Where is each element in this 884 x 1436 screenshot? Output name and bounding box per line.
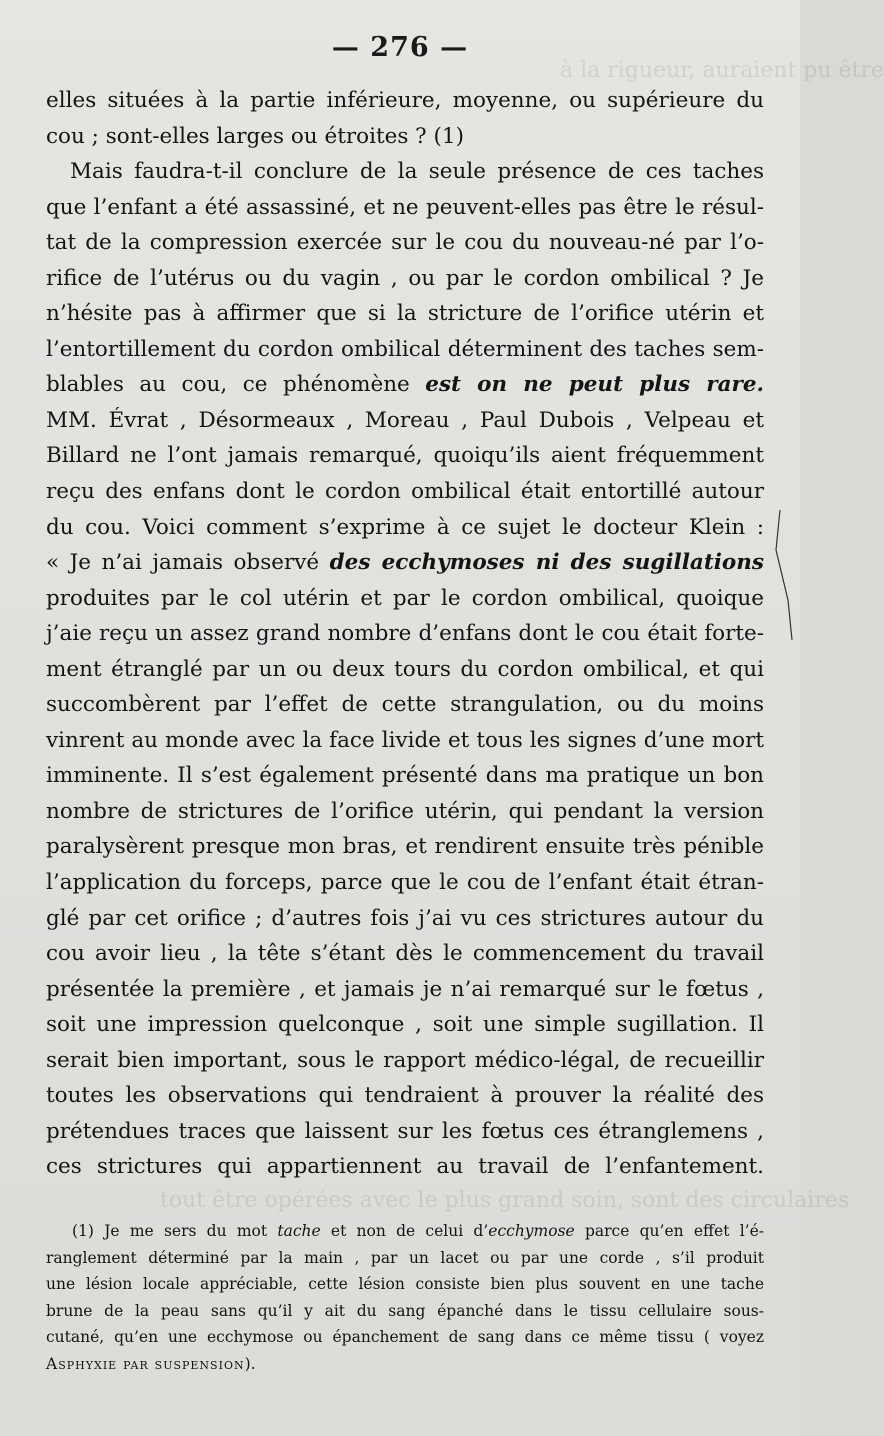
italic-text: ecchymose [488, 1222, 575, 1240]
text-run: l’application du forceps, parce que le cou de l’enfant était étran- [46, 870, 764, 896]
text-run: vinrent au monde avec la face livide et tous les signes d’une mort [46, 727, 764, 753]
text-run: et non de celui d’ [320, 1222, 489, 1240]
footnote-line [46, 1298, 764, 1325]
text-run: imminente. Il s’est également présenté dans ma pratique un bon [46, 763, 764, 789]
text-line [46, 261, 764, 297]
text-run: toutes les observations qui tendraient à prouver la réalité des [46, 1083, 764, 1109]
text-run: produites par le col utérin et par le cordon ombilical, quoique [46, 585, 764, 611]
text-run: Mais faudra-t-il conclure de la seule présence de ces taches [70, 159, 764, 185]
text-line [46, 652, 764, 688]
text-run: j’aie reçu un assez grand nombre d’enfans dont le cou était forte- [46, 621, 764, 647]
text-run: elles situées à la partie inférieure, moyenne, ou supérieure du [46, 88, 764, 113]
text-line [46, 296, 764, 332]
text-run: que l’enfant a été assassiné, et ne peuvent-elles pas être le résul- [46, 194, 764, 220]
text-run: l’entortillement du cordon ombilical déterminent des taches sem- [46, 336, 764, 362]
text-line [46, 758, 764, 794]
footnote-line [46, 1245, 764, 1272]
main-text [46, 83, 764, 1185]
text-line [46, 687, 764, 723]
text-run: ). [244, 1354, 256, 1373]
text-run: paralysèrent presque mon bras, et rendirent ensuite très pénible [46, 834, 764, 860]
text-line [46, 545, 764, 581]
text-line [46, 474, 764, 510]
text-run: cou avoir lieu , la tête s’étant dès le commencement du travail [46, 941, 764, 967]
italic-text: des ecchymoses ni des sugillations [329, 550, 764, 576]
text-run: serait bien important, sous le rapport médico-légal, de recueillir [46, 1047, 764, 1073]
page-number: — 276 — [331, 32, 469, 63]
text-run: cou ; sont-elles larges ou étroites ? (1) [46, 123, 465, 149]
bleed-through-text: tout être opérées avec le plus grand soin, sont des circulaires [160, 1188, 850, 1213]
text-run: ment étranglé par un ou deux tours du cordon ombilical, et qui [46, 656, 764, 682]
text-run: n’hésite pas à affirmer que si la stricture de l’orifice utérin et [46, 301, 764, 327]
text-line [46, 1114, 764, 1150]
text-line [46, 403, 764, 439]
text-line [46, 865, 764, 901]
text-line [46, 367, 764, 403]
text-line [46, 332, 764, 368]
text-run: blables au cou, ce phénomène [46, 372, 426, 398]
text-run: cutané, qu’en une ecchymose ou épanchement de sang dans ce même tissu ( voyez [46, 1328, 764, 1346]
text-run: reçu des enfans dont le cordon ombilical était entortillé autour [46, 479, 764, 505]
text-run: « Je n’ai jamais observé [46, 550, 330, 576]
margin-pencil-mark [774, 510, 794, 640]
text-run: ces strictures qui appartiennent au travail de l’enfantement. [46, 1154, 764, 1180]
footnote-line [46, 1271, 764, 1298]
bleed-through-text: à la rigueur, auraient pu être [560, 58, 884, 83]
footnote-line [46, 1324, 764, 1351]
text-run: tat de la compression exercée sur le cou du nouveau-né par l’o- [46, 230, 764, 256]
text-run: parce qu’en effet l’é- [574, 1222, 764, 1240]
text-line [46, 83, 764, 119]
text-run: succombèrent par l’effet de cette strangulation, ou du moins [46, 692, 764, 718]
text-line [46, 154, 764, 190]
text-line [46, 1149, 764, 1185]
text-line [46, 581, 764, 617]
footnote-line [46, 1218, 764, 1245]
text-run: Billard ne l’ont jamais remarqué, quoiqu’ils aient fréquemment [46, 443, 764, 469]
smallcaps-text: Asphyxie par suspension [46, 1354, 245, 1373]
text-run: présentée la première , et jamais je n’ai remarqué sur le fœtus , [46, 976, 764, 1002]
text-line [46, 794, 764, 830]
text-line [46, 972, 764, 1008]
text-line [46, 936, 764, 972]
text-run: MM. Évrat , Désormeaux , Moreau , Paul Dubois , Velpeau et [46, 407, 764, 433]
text-run: du cou. Voici comment s’exprime à ce sujet le docteur Klein : [46, 514, 764, 540]
text-run: brune de la peau sans qu’il y ait du sang épanché dans le tissu cellulaire sous- [46, 1301, 764, 1320]
text-line [46, 1043, 764, 1079]
text-line [46, 829, 764, 865]
text-line [46, 723, 764, 759]
footnote [46, 1218, 764, 1377]
text-run: rifice de l’utérus ou du vagin , ou par le cordon ombilical ? Je [46, 265, 764, 291]
text-run: une lésion locale appréciable, cette lésion consiste bien plus souvent en une tache [46, 1275, 764, 1293]
text-line [46, 901, 764, 937]
text-line [46, 1007, 764, 1043]
text-run: prétendues traces que laissent sur les fœtus ces étranglemens , [46, 1118, 764, 1144]
text-line [46, 510, 764, 546]
italic-text: est on ne peut plus rare. [425, 372, 764, 398]
text-run: ranglement déterminé par la main , par un lacet ou par une corde , s’il produit [46, 1248, 764, 1267]
text-line [46, 190, 764, 226]
text-line [46, 438, 764, 474]
text-run: (1) Je me sers du mot [72, 1222, 278, 1240]
text-run: soit une impression quelconque , soit une simple sugillation. Il [46, 1012, 764, 1038]
text-run: glé par cet orifice ; d’autres fois j’ai vu ces strictures autour du [46, 905, 764, 931]
text-line [46, 1078, 764, 1114]
text-line [46, 616, 764, 652]
text-run: nombre de strictures de l’orifice utérin, qui pendant la version [46, 798, 764, 824]
text-line [46, 119, 764, 155]
footnote-line [46, 1351, 764, 1378]
italic-text: tache [277, 1222, 321, 1240]
text-line [46, 225, 764, 261]
